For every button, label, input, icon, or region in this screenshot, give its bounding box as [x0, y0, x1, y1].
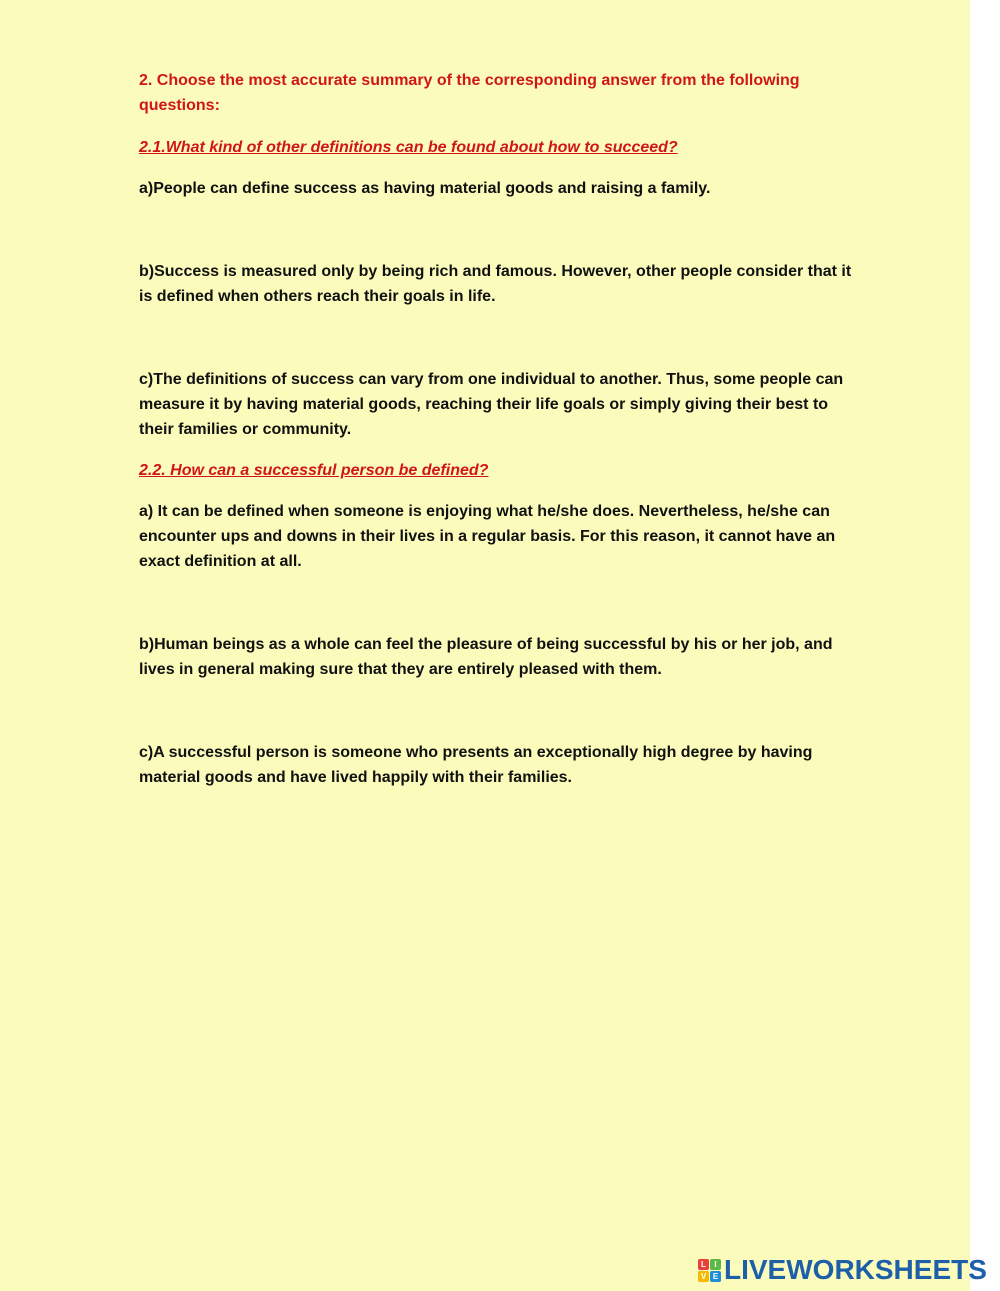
answer-option-2-1-b[interactable]: b)Success is measured only by being rich and famous. However, other people consider that it is defined when others reach their goals in life.	[139, 263, 852, 305]
section-title-2-1: 2.1.What kind of other definitions can be found about how to succeed?	[139, 139, 678, 156]
live-logo-icon	[698, 1259, 721, 1282]
question-heading: 2. Choose the most accurate summary of the corresponding answer from the following questions:	[139, 72, 800, 114]
liveworksheets-brand	[698, 1256, 987, 1284]
section-title-2-2: 2.2. How can a successful person be defined?	[139, 462, 489, 479]
logo-letter-v: V	[698, 1271, 709, 1282]
answer-option-2-2-a[interactable]: a) It can be defined when someone is enjoying what he/she does. Nevertheless, he/she can encounter ups and downs in their lives in a regular basis. For this reason, it cannot have an exact definition at all.	[139, 503, 836, 570]
logo-letter-e: E	[710, 1271, 721, 1282]
answer-option-2-1-a[interactable]: a)People can define success as having material goods and raising a family.	[139, 180, 711, 197]
logo-letter-i: I	[710, 1259, 721, 1270]
page-margin-strip	[970, 0, 1000, 1291]
worksheet-content	[139, 68, 864, 806]
answer-option-2-2-b[interactable]: b)Human beings as a whole can feel the pleasure of being successful by his or her job, and lives in general making sure that they are entirely pleased with them.	[139, 636, 833, 678]
brand-name: LIVEWORKSHEETS	[724, 1254, 987, 1285]
answer-option-2-2-c[interactable]: c)A successful person is someone who presents an exceptionally high degree by having material goods and have lived happily with their families.	[139, 744, 813, 786]
logo-letter-l: L	[698, 1259, 709, 1270]
answer-option-2-1-c[interactable]: c)The definitions of success can vary from one individual to another. Thus, some people can measure it by having material goods, reaching their life goals or simply giving their best to their families or community.	[139, 371, 844, 438]
